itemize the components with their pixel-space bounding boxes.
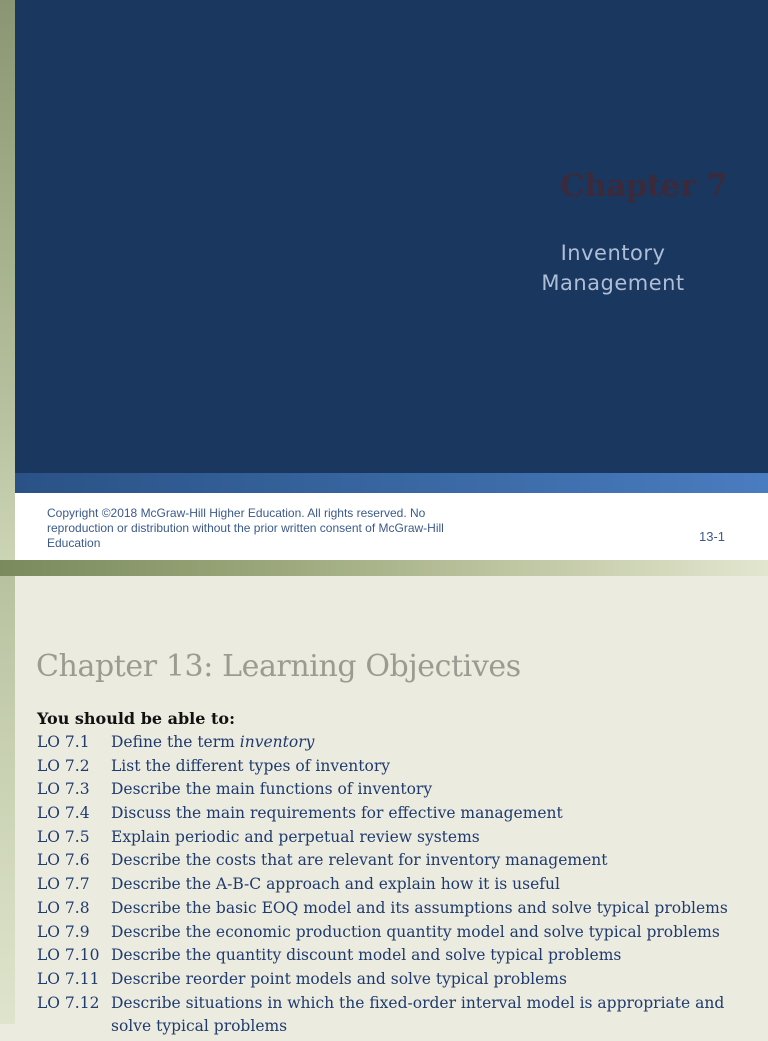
objective-text: List the different types of inventory (111, 756, 390, 775)
objective-row (37, 899, 737, 923)
objective-row (37, 994, 737, 1018)
objective-text: Explain periodic and perpetual review systems (111, 827, 480, 846)
objective-number: LO 7.7 (37, 875, 90, 894)
objective-row (37, 733, 737, 757)
slide-subtitle (498, 238, 728, 298)
objective-text: Describe the main functions of inventory (111, 780, 433, 799)
objectives-intro: You should be able to: (37, 709, 235, 728)
slide-divider (0, 560, 768, 576)
objective-number: LO 7.5 (37, 827, 90, 846)
subtitle-line-1: Inventory (560, 241, 666, 265)
objective-number: LO 7.11 (37, 969, 100, 988)
objective-text: Describe reorder point models and solve typical problems (111, 969, 567, 988)
objective-row (37, 804, 737, 828)
objective-text: Describe the economic production quantity model and solve typical problems (111, 922, 720, 941)
objective-number: LO 7.12 (37, 993, 100, 1012)
objective-row (37, 946, 737, 970)
objective-emphasis: inventory (239, 733, 315, 751)
objective-row (37, 970, 737, 994)
objective-row (37, 828, 737, 852)
decorative-side-strip (0, 576, 15, 1024)
objective-text: Describe situations in which the fixed-order interval model is appropriate and (111, 993, 725, 1012)
objective-number: LO 7.2 (37, 756, 90, 775)
decorative-side-strip (0, 0, 15, 560)
objectives-list (37, 733, 737, 1041)
objectives-slide (0, 576, 768, 1036)
objective-number: LO 7.10 (37, 946, 100, 965)
objective-text: Describe the quantity discount model and solve typical problems (111, 946, 622, 965)
chapter-title: Chapter 7 (560, 168, 728, 204)
objective-number: LO 7.6 (37, 851, 90, 870)
objective-text: Define the term inventory (111, 733, 315, 751)
copyright-notice: Copyright ©2018 McGraw-Hill Higher Education. All rights reserved. No reproduction or distribution without the prior written consent of McGraw-Hill Education (47, 506, 444, 550)
objective-row (37, 923, 737, 947)
subtitle-line-2: Management (541, 271, 685, 295)
objective-row (37, 875, 737, 899)
objective-text: Describe the basic EOQ model and its assumptions and solve typical problems (111, 898, 728, 917)
objective-text: solve typical problems (111, 1017, 288, 1036)
decorative-band (15, 473, 768, 493)
objective-row (37, 757, 737, 781)
objective-number: LO 7.9 (37, 922, 90, 941)
objective-text: Describe the A-B-C approach and explain how it is useful (111, 875, 560, 894)
objective-number: LO 7.1 (37, 733, 90, 751)
slide-title: Chapter 13: Learning Objectives (36, 649, 521, 684)
objective-number: LO 7.3 (37, 780, 90, 799)
title-slide-background (15, 0, 768, 473)
objective-row (37, 1017, 737, 1041)
page-number: 13-1 (699, 529, 726, 544)
objective-row (37, 851, 737, 875)
objective-text: Describe the costs that are relevant for inventory management (111, 851, 608, 870)
objective-row (37, 780, 737, 804)
objective-text: Discuss the main requirements for effective management (111, 804, 563, 823)
objective-number: LO 7.4 (37, 804, 90, 823)
objective-number: LO 7.8 (37, 898, 90, 917)
